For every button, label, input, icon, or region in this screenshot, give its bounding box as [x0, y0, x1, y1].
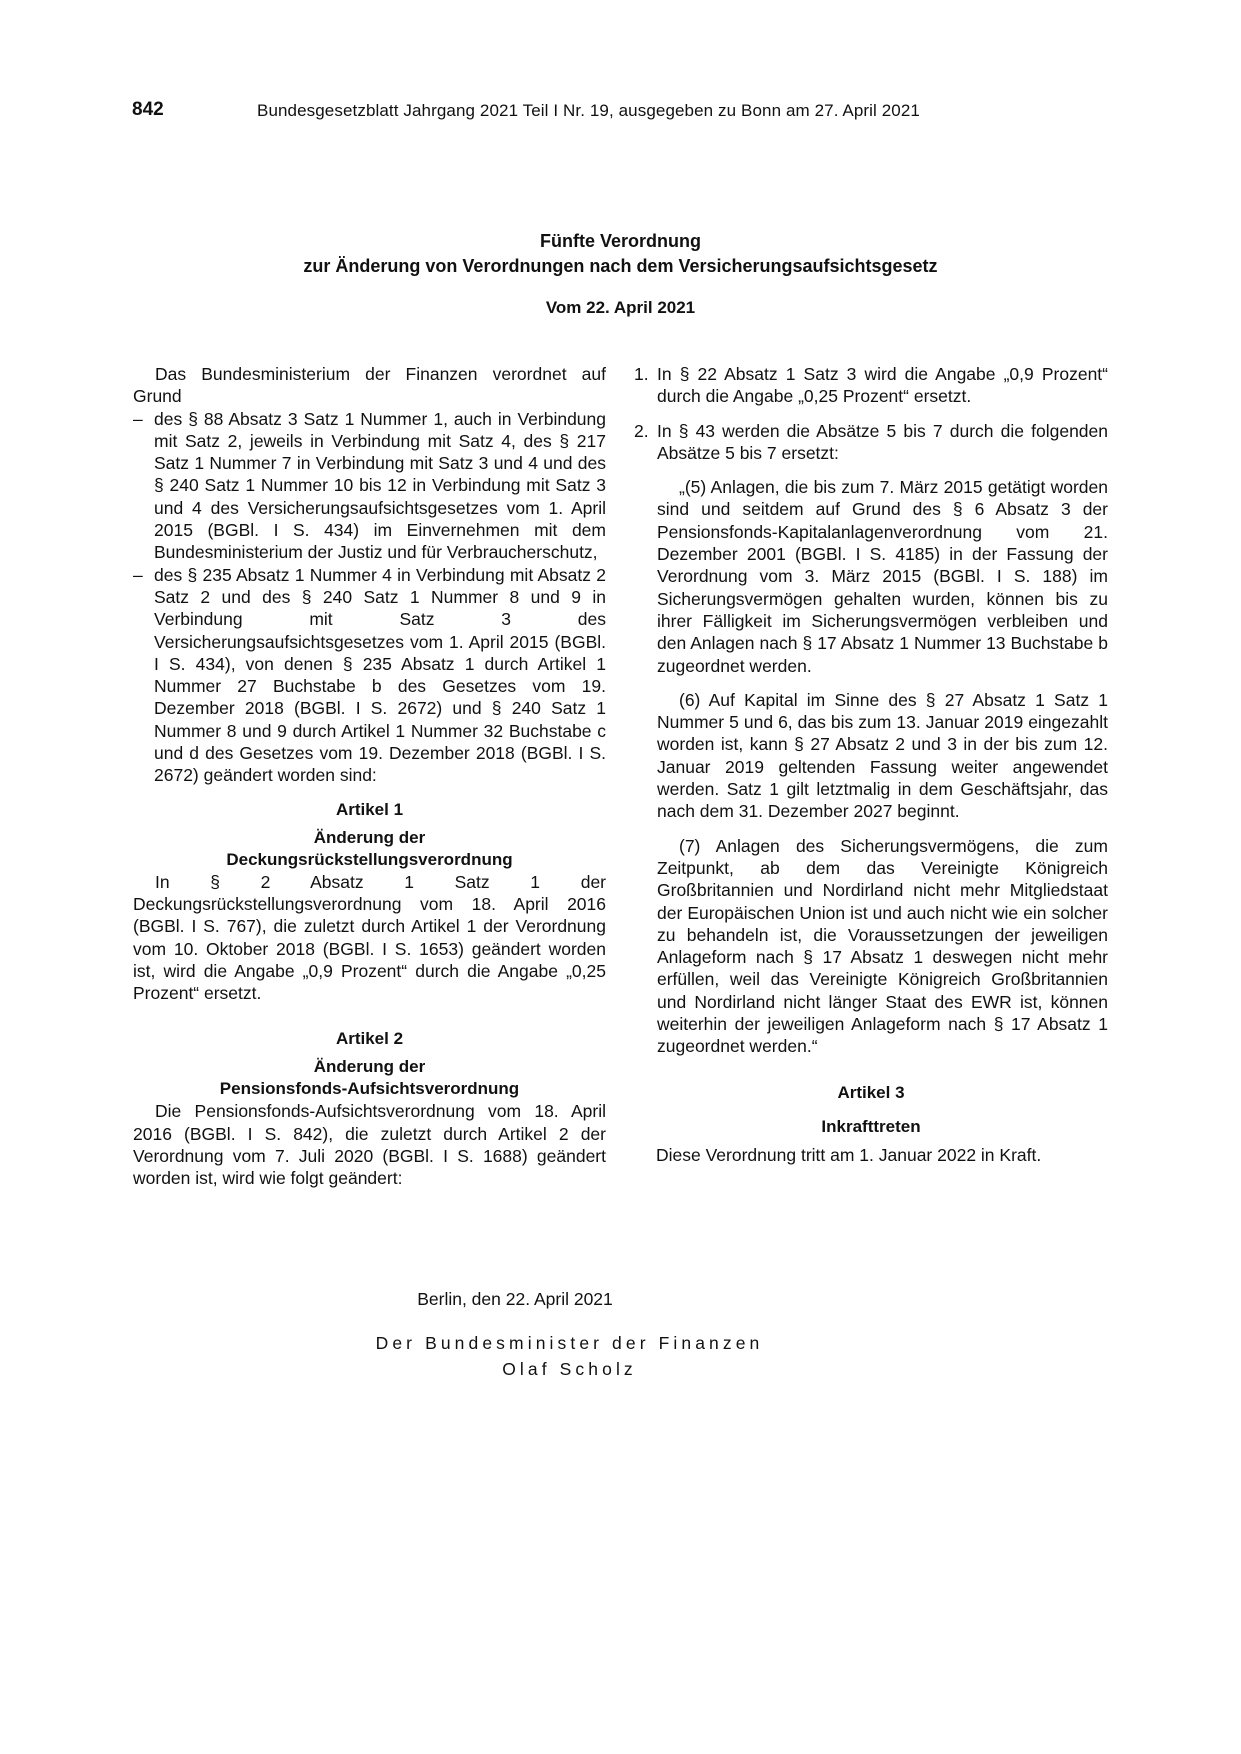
absatz-7: (7) Anlagen des Sicherungsvermögens, die zum Zeitpunkt, ab dem das Vereinigte Königreich Großbritannien und Nordirland nicht mehr Mitgliedstaat der Europäischen Union ist und auch nicht wie ein solcher zu behandeln ist, die Voraussetzungen der jeweiligen Anlageform nach § 17 Absatz 1 deswegen nicht mehr erfüllen, weil das Vereinigte Königreich Großbritannien und Nordirland nicht länger Staat des EWR ist, können weiterhin der jeweiligen Anlageform nach § 17 Absatz 1 zugeordnet werden.“: [657, 835, 1108, 1057]
preamble-intro: Das Bundesministerium der Finanzen verordnet auf Grund: [133, 364, 606, 407]
left-column: [133, 363, 606, 1190]
artikel-2-text: Die Pensionsfonds-Aufsichtsverordnung vom 18. April 2016 (BGBl. I S. 842), die zuletzt durch Artikel 2 der Verordnung vom 7. Juli 2020 (BGBl. I S. 1688) geändert worden ist, wird wie folgt geändert:: [133, 1101, 606, 1189]
title-line-1: Fünfte Verordnung: [540, 231, 701, 251]
signature-place-date: Berlin, den 22. April 2021: [417, 1289, 613, 1309]
artikel-2-heading-line-2: Pensionsfonds-Aufsichtsverordnung: [219, 1079, 520, 1099]
replacement-text-block: [634, 476, 1108, 1057]
document-date: Vom 22. April 2021: [545, 298, 696, 317]
item-number: 1.: [634, 364, 649, 384]
document-title: [0, 229, 1241, 279]
preamble-item-1-text: des § 88 Absatz 3 Satz 1 Nummer 1, auch in Verbindung mit Satz 2, jeweils in Verbindung mit Satz 4, des § 217 Satz 1 Nummer 7 in Verbindung mit Satz 3 und 4 und des § 240 Satz 1 Nummer 10 bis 12 in Verbindung mit Satz 3 und 4 des Versicherungsaufsichtsgesetzes vom 1. April 2015 (BGBl. I S. 434) im Einvernehmen mit dem Bundesministerium der Justiz und für Verbraucherschutz,: [154, 408, 606, 563]
artikel-2-label: Artikel 2: [335, 1029, 404, 1049]
artikel-2-item-2: [634, 420, 1108, 465]
artikel-2-item-2-text: In § 43 werden die Absätze 5 bis 7 durch die folgenden Absätze 5 bis 7 ersetzt:: [657, 420, 1108, 463]
preamble-item-2-text: des § 235 Absatz 1 Nummer 4 in Verbindung mit Absatz 2 Satz 2 und des § 240 Satz 1 Nummer 8 und 9 in Verbindung mit Satz 3 des Versicherungsaufsichtsgesetzes vom 1. April 2015 (BGBl. I S. 434), von denen § 235 Absatz 1 durch Artikel 1 Nummer 27 Buchstabe b des Gesetzes vom 19. Dezember 2018 (BGBl. I S. 2672) und § 240 Satz 1 Nummer 8 und 9 durch Artikel 1 Nummer 32 Buchstabe c und d des Gesetzes vom 19. Dezember 2018 (BGBl. I S. 2672) geändert worden sind:: [154, 564, 606, 786]
right-column: [634, 363, 1108, 1166]
artikel-2-item-1-text: In § 22 Absatz 1 Satz 3 wird die Angabe „0,9 Prozent“ durch die Angabe „0,25 Prozent“ ersetzt.: [657, 364, 1108, 407]
signature-block: [0, 1330, 1139, 1382]
preamble-item-1: [133, 408, 606, 564]
artikel-1-heading-line-1: Änderung der: [313, 827, 426, 847]
running-header: Bundesgesetzblatt Jahrgang 2021 Teil I Nr. 19, ausgegeben zu Bonn am 27. April 2021: [257, 101, 920, 120]
artikel-1-text: In § 2 Absatz 1 Satz 1 der Deckungsrückstellungsverordnung vom 18. April 2016 (BGBl. I S. 767), die zuletzt durch Artikel 1 der Verordnung vom 10. Oktober 2018 (BGBl. I S. 1653) geändert worden ist, wird die Angabe „0,9 Prozent“ durch die Angabe „0,25 Prozent“ ersetzt.: [133, 871, 606, 1004]
absatz-5: „(5) Anlagen, die bis zum 7. März 2015 getätigt worden sind und seitdem auf Grund des § 6 Absatz 3 der Pensionsfonds-Kapitalanlagenverordnung vom 21. Dezember 2001 (BGBl. I S. 4185) in der Fassung der Verordnung vom 3. März 2015 (BGBl. I S. 188) im Sicherungsvermögen gehalten wurden, können bis zu ihrer Fälligkeit im Sicherungsvermögen verbleiben und den Anlagen nach § 17 Absatz 1 Nummer 13 Buchstabe b zugeordnet werden.: [657, 477, 1108, 676]
item-number: 2.: [634, 420, 649, 441]
title-line-2: zur Änderung von Verordnungen nach dem Versicherungsaufsichtsgesetz: [303, 256, 938, 276]
signature-name: Olaf Scholz: [502, 1359, 637, 1379]
artikel-3-heading: Inkrafttreten: [821, 1116, 921, 1136]
artikel-1-label: Artikel 1: [335, 799, 404, 819]
page-number: 842: [132, 99, 164, 120]
absatz-6: (6) Auf Kapital im Sinne des § 27 Absatz 1 Satz 1 Nummer 5 und 6, das bis zum 13. Januar 2019 eingezahlt worden ist, kann § 27 Absatz 2 und 3 in der bis zum 12. Januar 2019 geltenden Fassung weiter angewendet werden. Satz 1 gilt letztmalig in dem Geschäftsjahr, das nach dem 31. Dezember 2027 beginnt.: [657, 689, 1108, 822]
dash-marker: –: [133, 564, 143, 585]
artikel-3-label: Artikel 3: [837, 1082, 905, 1102]
preamble-item-2: [133, 564, 606, 787]
dash-marker: –: [133, 408, 143, 429]
artikel-1-heading-line-2: Deckungsrückstellungsverordnung: [226, 849, 513, 869]
signature-role: Der Bundesminister der Finanzen: [375, 1333, 764, 1353]
artikel-2-item-1: [634, 363, 1108, 408]
artikel-3-text: Diese Verordnung tritt am 1. Januar 2022 in Kraft.: [656, 1144, 1042, 1165]
artikel-2-heading-line-1: Änderung der: [313, 1057, 426, 1077]
